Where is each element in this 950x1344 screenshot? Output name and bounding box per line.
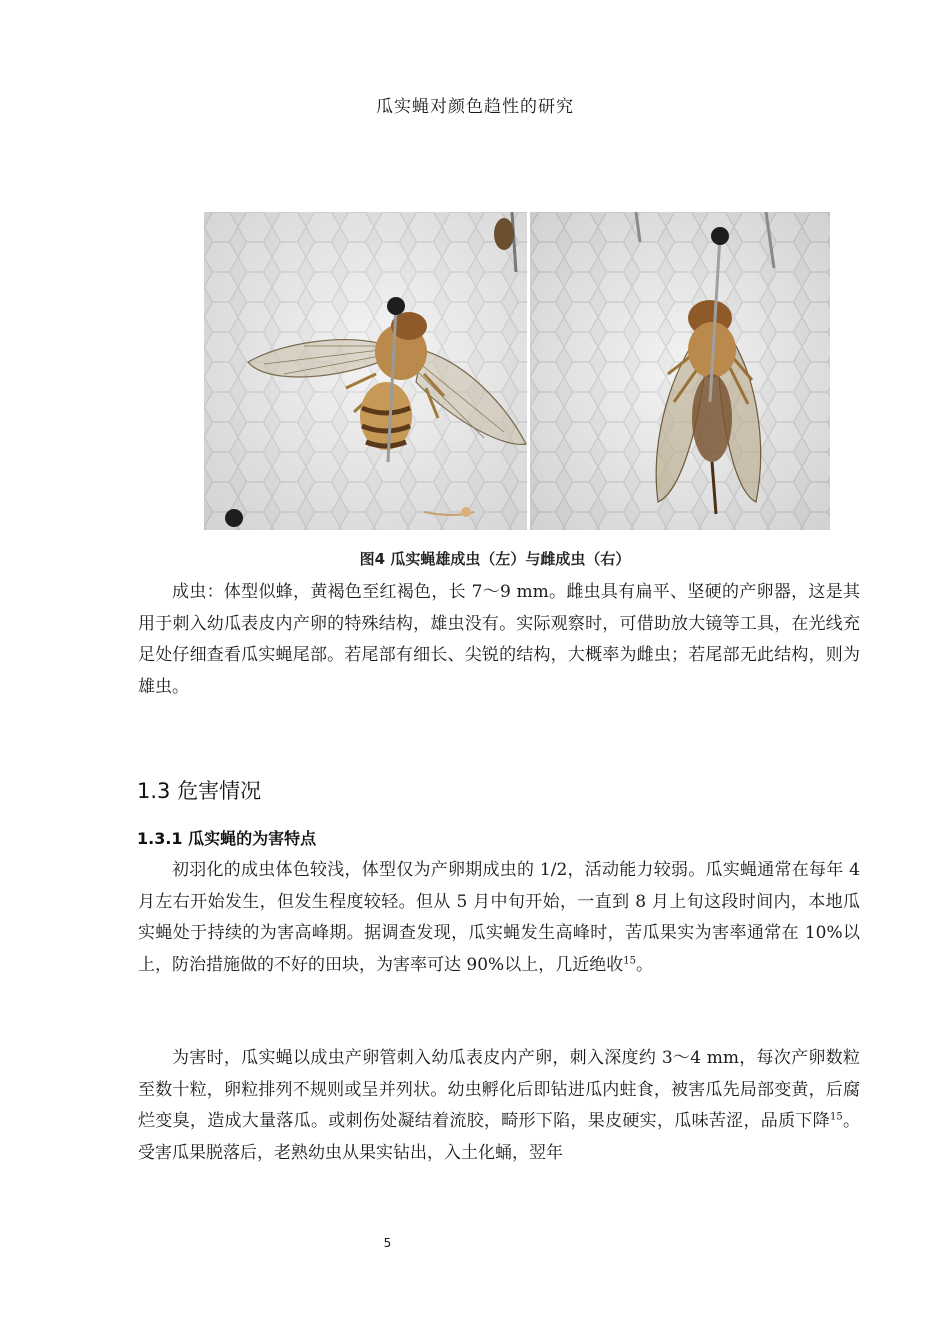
female-adult-fly-photo	[530, 212, 830, 530]
damage-paragraph-2	[138, 1043, 860, 1169]
figure-caption: 图4 瓜实蝇雄成虫（左）与雌成虫（右）	[359, 550, 631, 568]
damage-paragraph-2-text-b: 。受害瓜果脱落后，老熟幼虫从果实钻出，入土化蛹，翌年	[138, 1111, 861, 1163]
section-heading: 1.3 危害情况	[137, 779, 262, 803]
citation-marker: 15	[829, 1111, 843, 1123]
male-adult-fly-photo	[204, 212, 527, 530]
figure	[204, 212, 830, 530]
page-number: 5	[383, 1236, 392, 1250]
adult-description-paragraph: 成虫：体型似蜂，黄褐色至红褐色，长 7～9 mm。雌虫具有扁平、坚硬的产卵器，这是其用于刺入幼瓜表皮内产卵的特殊结构，雄虫没有。实际观察时，可借助放大镜等工具，在光线充足处仔细查看瓜实蝇尾部。若尾部有细长、尖锐的结构，大概率为雌虫；若尾部无此结构，则为雄虫。	[138, 582, 860, 697]
subsection-heading: 1.3.1 瓜实蝇的为害特点	[137, 829, 317, 848]
damage-paragraph-1-end: 。	[635, 954, 653, 975]
damage-paragraph-1	[138, 855, 860, 981]
damage-paragraph-1-text: 初羽化的成虫体色较浅，体型仅为产卵期成虫的 1/2，活动能力较弱。瓜实蝇通常在每年 4 月左右开始发生，但发生程度较轻。但从 5 月中旬开始，一直到 8 月上旬这段时间内，本地瓜实蝇处于持续的为害高峰期。据调查发现，瓜实蝇发生高峰时，苦瓜果实为害率通常在 10%以上，防治措施做的不好的田块，为害率可达 90%以上，几近绝收	[138, 860, 860, 975]
damage-paragraph-2-text-a: 为害时，瓜实蝇以成虫产卵管刺入幼瓜表皮内产卵，刺入深度约 3～4 mm，每次产卵数粒至数十粒，卵粒排列不规则或呈并列状。幼虫孵化后即钻进瓜内蛀食，被害瓜先局部变黄，后腐烂变臭，造成大量落瓜。或刺伤处凝结着流胶，畸形下陷，果皮硬实，瓜味苦涩，品质下降	[138, 1048, 860, 1131]
citation-marker: 15	[623, 954, 636, 966]
running-header: 瓜实蝇对颜色趋性的研究	[376, 97, 574, 117]
